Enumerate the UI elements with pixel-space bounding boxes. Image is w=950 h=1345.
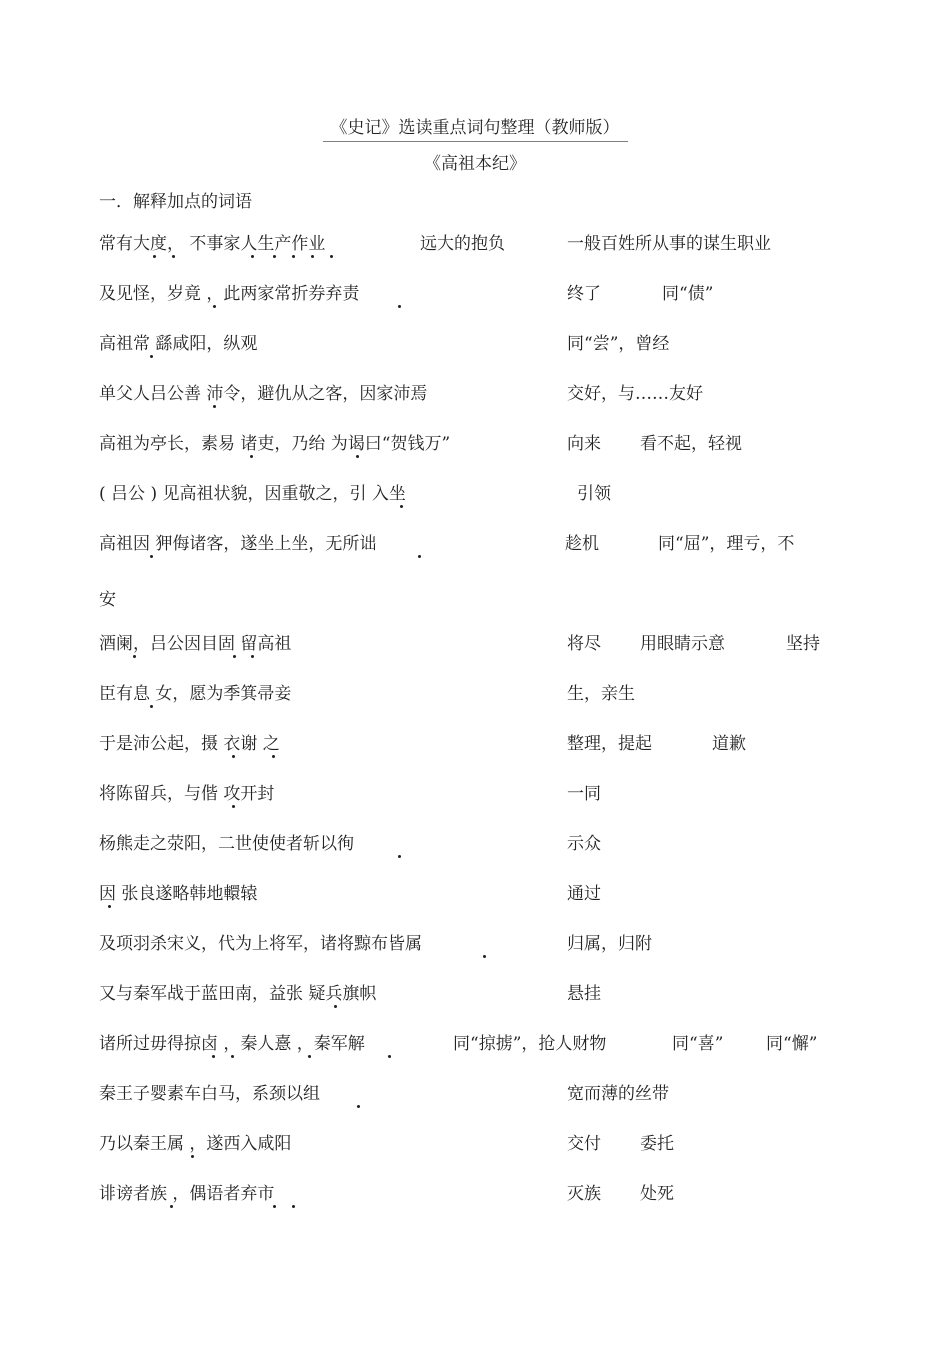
- vocab-sentence: 高祖因 狎侮诸客，遂坐上坐，无所诎: [99, 534, 377, 554]
- vocab-answer: 归属，归附: [567, 934, 652, 954]
- vocab-answer: 委托: [640, 1134, 674, 1154]
- emphasis-dot: [153, 255, 156, 258]
- emphasis-dot: [398, 305, 401, 308]
- vocab-answer: 同“债”: [662, 284, 714, 304]
- vocab-row: [0, 1030, 950, 1060]
- vocab-sentence: 及见怪，岁竟 ，此两家常折券弃责: [99, 284, 360, 304]
- vocab-row: [0, 1130, 950, 1160]
- vocab-answer: 交付: [567, 1134, 601, 1154]
- chapter-title: 《高祖本纪》: [424, 154, 526, 174]
- vocab-row: [0, 730, 950, 760]
- emphasis-dot: [388, 1055, 391, 1058]
- vocab-row: [0, 330, 950, 360]
- vocab-answer: 一般百姓所从事的谋生职业: [567, 234, 771, 254]
- emphasis-dot: [311, 255, 314, 258]
- vocab-answer: 交好，与……友好: [567, 384, 703, 404]
- vocab-sentence: ( 吕公 ) 见高祖状貌，因重敬之，引 入坐: [99, 484, 406, 504]
- vocab-answer: 宽而薄的丝带: [567, 1084, 669, 1104]
- vocab-answer: 整理，提起: [567, 734, 652, 754]
- emphasis-dot: [212, 1055, 215, 1058]
- vocab-answer: 通过: [567, 884, 601, 904]
- vocab-row: [0, 380, 950, 410]
- vocab-answer: 同“屈”，理亏，不: [658, 534, 795, 554]
- emphasis-dot: [233, 655, 236, 658]
- vocab-answer: 用眼睛示意: [640, 634, 725, 654]
- vocab-answer: 灭族: [567, 1184, 601, 1204]
- vocab-sentence: 诸所过毋得掠卤 ，秦人憙 ，秦军解: [99, 1034, 365, 1054]
- vocab-row: [0, 630, 950, 660]
- emphasis-dot: [250, 455, 253, 458]
- vocab-answer: 引领: [577, 484, 611, 504]
- vocab-answer: 同“喜”: [672, 1034, 724, 1054]
- emphasis-dot: [308, 1055, 311, 1058]
- emphasis-dot: [213, 305, 216, 308]
- emphasis-dot: [356, 455, 359, 458]
- vocab-row: [0, 930, 950, 960]
- vocab-row: [0, 680, 950, 710]
- vocab-sentence: 秦王子婴素车白马，系颈以组: [99, 1084, 320, 1104]
- emphasis-dot: [150, 355, 153, 358]
- emphasis-dot: [108, 905, 111, 908]
- emphasis-dot: [213, 405, 216, 408]
- emphasis-dot: [273, 255, 276, 258]
- emphasis-dot: [398, 855, 401, 858]
- vocab-sentence: 于是沛公起，摄 衣谢 之: [99, 734, 280, 754]
- vocab-answer: 坚持: [786, 634, 820, 654]
- emphasis-dot: [251, 255, 254, 258]
- vocab-row: [0, 1180, 950, 1210]
- vocab-row: [0, 980, 950, 1010]
- vocab-answer: 同“懈”: [766, 1034, 818, 1054]
- vocab-row: [0, 830, 950, 860]
- emphasis-dot: [400, 505, 403, 508]
- emphasis-dot: [150, 705, 153, 708]
- vocab-sentence: 及项羽杀宋义，代为上将军，诸将黥布皆属: [99, 934, 422, 954]
- vocab-answer: 将尽: [567, 634, 601, 654]
- vocab-row: [0, 530, 950, 560]
- emphasis-dot: [292, 1205, 295, 1208]
- vocab-answer: 终了: [567, 284, 601, 304]
- emphasis-dot: [330, 255, 333, 258]
- vocab-sentence: 乃以秦王属 ，遂西入咸阳: [99, 1134, 292, 1154]
- emphasis-dot: [334, 1005, 337, 1008]
- vocab-sentence: 杨熊走之荥阳，二世使使者斩以徇: [99, 834, 354, 854]
- vocab-row: [0, 230, 950, 260]
- emphasis-dot: [231, 1055, 234, 1058]
- vocab-answer: 悬挂: [567, 984, 601, 1004]
- vocab-row: [0, 880, 950, 910]
- vocab-sentence: 安: [99, 590, 116, 610]
- emphasis-dot: [133, 655, 136, 658]
- vocab-answer: 道歉: [712, 734, 746, 754]
- vocab-sentence: 将陈留兵，与偕 攻开封: [99, 784, 275, 804]
- vocab-row: [0, 280, 950, 310]
- vocab-row: [0, 586, 950, 616]
- vocab-answer: 向来: [567, 434, 601, 454]
- vocab-sentence: 又与秦军战于蓝田南，益张 疑兵旗帜: [99, 984, 377, 1004]
- vocab-row: [0, 780, 950, 810]
- vocab-sentence: 诽谤者族 ，偶语者弃市: [99, 1184, 275, 1204]
- vocab-row: [0, 1080, 950, 1110]
- emphasis-dot: [272, 755, 275, 758]
- vocab-answer: 同“尝”，曾经: [567, 334, 670, 354]
- vocab-sentence: 高祖常 繇咸阳，纵观: [99, 334, 258, 354]
- emphasis-dot: [191, 1155, 194, 1158]
- vocab-answer: 看不起，轻视: [640, 434, 742, 454]
- vocab-sentence: 臣有息 女，愿为季箕帚妾: [99, 684, 292, 704]
- emphasis-dot: [172, 255, 175, 258]
- emphasis-dot: [418, 555, 421, 558]
- vocab-answer: 远大的抱负: [420, 234, 505, 254]
- vocab-sentence: 高祖为亭长，素易 诸吏，乃绐 为谒曰“贺钱万”: [99, 434, 451, 454]
- emphasis-dot: [232, 805, 235, 808]
- vocab-row: [0, 480, 950, 510]
- vocab-answer: 示众: [567, 834, 601, 854]
- emphasis-dot: [483, 955, 486, 958]
- vocab-answer: 处死: [640, 1184, 674, 1204]
- emphasis-dot: [273, 1205, 276, 1208]
- vocab-answer: 同“掠掳”，抢人财物: [453, 1034, 607, 1054]
- vocab-sentence: 常有大度， 不事家人生产作业: [99, 234, 326, 254]
- vocab-answer: 一同: [567, 784, 601, 804]
- vocab-row: [0, 430, 950, 460]
- vocab-answer: 生，亲生: [567, 684, 635, 704]
- emphasis-dot: [150, 555, 153, 558]
- emphasis-dot: [232, 755, 235, 758]
- emphasis-dot: [292, 255, 295, 258]
- document-title: 《史记》选读重点词句整理（教师版）: [0, 116, 950, 142]
- vocab-sentence: 单父人吕公善 沛令，避仇从之客，因家沛焉: [99, 384, 428, 404]
- vocab-sentence: 酒阑，吕公因目固 留高祖: [99, 634, 292, 654]
- emphasis-dot: [170, 1205, 173, 1208]
- emphasis-dot: [251, 655, 254, 658]
- section-heading: 一．解释加点的词语: [99, 192, 252, 212]
- vocab-sentence: 因 张良遂略韩地轘辕: [99, 884, 258, 904]
- vocab-answer: 趁机: [565, 534, 599, 554]
- emphasis-dot: [357, 1105, 360, 1108]
